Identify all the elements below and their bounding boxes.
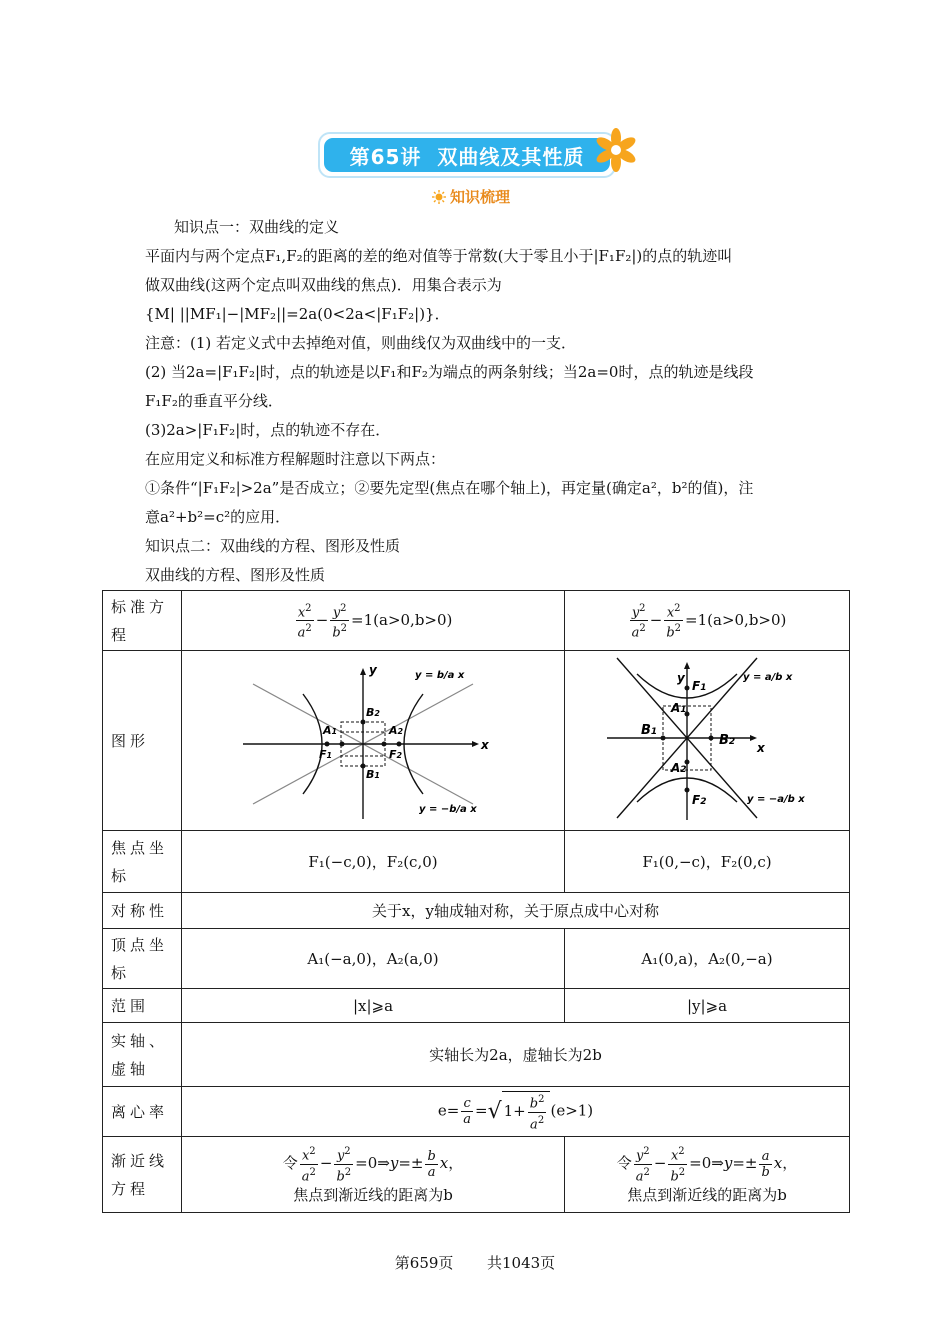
focus-horizontal: F₁(−c,0)，F₂(c,0) [182,831,565,893]
note-2b: F₁F₂的垂直平分线． [145,392,283,410]
asymptote-horizontal: 令 $\frac{x^2}{a^2}$ − $\frac{y^2}{b^2}$ =0⇒y=± $\frac{b}{a}$ x， 焦点到渐近线的距离为b [182,1137,565,1213]
definition-line-1: 平面内与两个定点F₁,F₂的距离的差的绝对值等于常数(大于零且小于|F₁F₂|)的点的轨迹叫 [145,247,733,265]
kp1-heading: 知识点一：双曲线的定义 [174,218,340,236]
kp2-heading: 知识点二：双曲线的方程、图形及性质 [145,537,401,555]
focus-vertical: F₁(0,−c)，F₂(0,c) [565,831,850,893]
horizontal-hyperbola-diagram [223,654,523,824]
row-label-vertex: 顶点坐标 [103,929,182,989]
equation-vertical: $\frac{y^2}{a^2}$ − $\frac{x^2}{b^2}$ =1(a>0,b>0) [565,591,850,651]
svg-text:y = a/b x: y = a/b x [743,671,793,683]
page-footer [0,1252,950,1273]
asymptote-distance-note: 焦点到渐近线的距离为b [293,1185,453,1204]
set-notation: {M| ||MF₁|−|MF₂||=2a(0<2a<|F₁F₂|)}． [145,305,450,323]
vertical-hyperbola-diagram [597,652,817,826]
row-label-symmetry: 对称性 [103,893,182,929]
vertex-horizontal: A₁(−a,0)，A₂(a,0) [182,929,565,989]
page-number: 第659页 [394,1254,454,1272]
svg-text:y: y [677,670,685,685]
table-row [103,831,850,893]
svg-text:F1: F1 [319,747,333,761]
vertex-vertical: A₁(0,a)，A₂(0,−a) [565,929,850,989]
section-heading-label: 知识梳理 [450,188,511,206]
axes-value: 实轴长为2a，虚轴长为2b [182,1023,850,1087]
svg-text:B2: B2 [366,705,380,719]
svg-text:y = b/a x: y = b/a x [415,669,465,681]
table-row [103,893,850,929]
table-row [103,1137,850,1213]
row-label-eccentricity: 离心率 [103,1087,182,1137]
svg-text:x: x [481,737,489,752]
definition-line-2: 做双曲线(这两个定点叫双曲线的焦点)．用集合表示为 [145,276,502,294]
equation-condition: =1(a>0,b>0) [685,610,787,629]
asymptote-vertical: 令 $\frac{y^2}{a^2}$ − $\frac{x^2}{b^2}$ =0⇒y=± $\frac{a}{b}$ x， 焦点到渐近线的距离为b [565,1137,850,1213]
title-banner-inner [324,138,610,172]
apply-note: 在应用定义和标准方程解题时注意以下两点： [145,450,446,468]
row-label-asymptote: 渐近线方程 [103,1137,182,1213]
range-vertical: |y|⩾a [565,989,850,1023]
row-label-figure: 图形 [103,651,182,831]
equation-horizontal: $\frac{x^2}{a^2}$ − $\frac{y^2}{b^2}$ =1(a>0,b>0) [182,591,565,651]
svg-text:y = −b/a x: y = −b/a x [419,803,477,815]
page-title: 双曲线及其性质 [437,144,585,169]
svg-text:A2: A2 [671,760,687,775]
row-label-equation: 标准方程 [103,591,182,651]
note-2a: (2) 当2a=|F₁F₂|时，点的轨迹是以F₁和F₂为端点的两条射线；当2a=0时，点的轨迹是线段 [145,363,754,381]
range-horizontal: |x|⩾a [182,989,565,1023]
table-row [103,1087,850,1137]
condition-line-2: 意a²+b²=c²的应用． [145,508,291,526]
table-row [103,1023,850,1087]
table-caption: 双曲线的方程、图形及性质 [145,566,326,584]
row-label-range: 范围 [103,989,182,1023]
note-3: (3)2a>|F₁F₂|时，点的轨迹不存在． [145,421,391,439]
table-row [103,591,850,651]
table-row [103,651,850,831]
table-row [103,989,850,1023]
condition-line-1: ①条件“|F₁F₂|>2a”是否成立；②要先定型(焦点在哪个轴上)，再定量(确定a²，b²的值)，注 [145,479,754,497]
sun-icon [432,190,446,204]
svg-text:F2: F2 [389,747,403,761]
properties-table [102,590,850,1213]
svg-text:x: x [757,740,765,755]
row-label-focus: 焦点坐标 [103,831,182,893]
eccentricity-condition: (e>1) [550,1101,594,1120]
svg-text:A1: A1 [671,700,687,715]
page-total: 共1043页 [487,1254,556,1272]
svg-text:B2: B2 [719,732,736,748]
svg-text:y = −a/b x: y = −a/b x [747,793,805,805]
table-row [103,929,850,989]
title-banner [318,132,616,178]
svg-text:A1: A1 [323,723,338,737]
svg-text:y: y [369,662,377,677]
symmetry-value: 关于x，y轴成轴对称，关于原点成中心对称 [182,893,850,929]
svg-text:B1: B1 [366,767,380,781]
flower-icon [594,126,638,172]
eccentricity-value: e= $\frac{c}{a}$ =√ 1+ $\frac{b^2}{a^2}$ (e>1) [182,1087,850,1137]
svg-text:F1: F1 [692,678,707,693]
note-1: 注意：(1) 若定义式中去掉绝对值，则曲线仅为双曲线中的一支． [145,334,577,352]
svg-text:F2: F2 [692,792,707,807]
svg-text:A2: A2 [389,723,404,737]
figure-vertical [565,651,850,831]
equation-condition: =1(a>0,b>0) [351,610,453,629]
asymptote-distance-note: 焦点到渐近线的距离为b [627,1185,787,1204]
row-label-axes: 实轴、虚轴 [103,1023,182,1087]
svg-text:B1: B1 [641,722,658,738]
section-heading [432,186,510,207]
figure-horizontal [182,651,565,831]
lecture-number: 第65讲 [349,144,422,169]
